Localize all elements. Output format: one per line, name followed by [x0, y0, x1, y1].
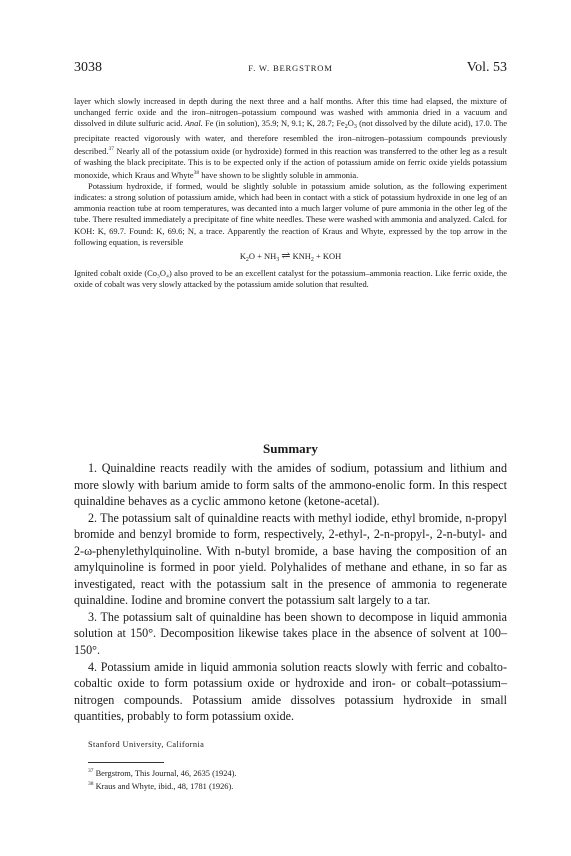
paragraph-2: Potassium hydroxide, if formed, would be slightly soluble in potassium amide solution, as the following experiment indicates: a strong solution of potassium amide, which had been in contact with a stick of potassium hydroxide in one leg of an ammonia reaction tube at room temperatures, was decanted into a much larger volume of pure ammonia in the other leg of the tube. There resulted immediately a precipitate of fine white needles. These were washed with ammonia and analyzed. Calcd. for KOH: K, 69.7. Found: K, 69.6; N, a trace. Apparently the reaction of Kraus and Whyte, expressed by the top arrow in the following equation, is reversible	[74, 181, 507, 247]
footnote-text: Kraus and Whyte, ibid., 48, 1781 (1926).	[93, 782, 234, 791]
footnote-37	[88, 766, 468, 779]
paragraph-1	[74, 96, 507, 181]
summary-item: 2. The potassium salt of quinaldine reacts with methyl iodide, ethyl bromide, n-propyl bromide and benzyl bromide to form, respectively, 2-ethyl-, 2-n-propyl-, 2-n-butyl- and 2-ω-phenylethylquinoline. With n-butyl bromide, a base having the composition of an amylquinoline is formed in poor yield. Polyhalides of methane and ethane, in so far as investigated, react with the potassium salt in the presence of ammonia to regenerate quinaldine. Iodine and bromine convert the potassium salt largely to a tar.	[74, 510, 507, 608]
footnote-ref: 37	[108, 146, 114, 153]
footnote-number: 37	[88, 768, 94, 774]
equilibrium-arrow-icon: ⇌	[281, 249, 291, 262]
eq-part: KNH	[290, 250, 311, 261]
summary-list	[74, 460, 507, 725]
footnote-ref: 38	[193, 170, 200, 177]
p1-text-d: Nearly all of the potassium oxide (or hydroxide) formed in this reaction was transferred to the other leg as a result of washing the black precipitate. This is to be expected only if the action of potassium amide on ferric oxide yields potassium monoxide, which Kraus and Whyte	[74, 146, 507, 181]
subscript: 3	[353, 124, 357, 131]
eq-part: + KOH	[313, 250, 342, 261]
subscript: 2	[245, 256, 249, 263]
p1-text-c: (not dissolved by the dilute acid), 17.0. The precipitate reacted vigorously with water, and therefore resembled the iron–nitrogen–potassium compounds previously described.	[74, 118, 507, 157]
subscript: 2	[310, 256, 314, 263]
summary-item: 1. Quinaldine reacts readily with the amides of sodium, potassium and lithium and more slowly with barium amide to form salts of the ammono-enolic form. In this respect quinaldine behaves as a cyclic ammono ketone (ketone-acetal).	[74, 461, 507, 509]
footnote-text: Bergstrom, This Journal, 46, 2635 (1924).	[93, 769, 237, 778]
page-header	[74, 60, 507, 78]
paragraph-3: Ignited cobalt oxide (Co₃O₄) also proved to be an excellent catalyst for the potassium–ammonia reaction. Like ferric oxide, the oxide of cobalt was very slowly attacked by the potassium amide solution that resulted.	[74, 267, 507, 289]
page-number: 3038	[74, 60, 102, 75]
p1-text-o: O	[347, 118, 354, 129]
body-text	[74, 96, 507, 290]
eq-part: K	[239, 250, 246, 261]
volume-label: Vol. 53	[466, 60, 507, 75]
subscript: 3	[276, 256, 280, 263]
footnotes	[88, 766, 468, 792]
eq-part: O + NH	[248, 250, 277, 261]
p1-text-b: Fe (in solution), 35.9; N, 9.1; K, 28.7; Fe	[202, 118, 345, 129]
footnote-rule	[88, 762, 164, 763]
summary-heading: Summary	[263, 441, 318, 456]
footnote-38	[88, 779, 468, 792]
running-head: F. W. BERGSTROM	[248, 63, 333, 73]
summary-item: 3. The potassium salt of quinaldine has been shown to decompose in liquid ammonia solution at 150°. Decomposition likewise takes place in the absence of solvent at 100–150°.	[74, 609, 507, 658]
subscript: 2	[344, 124, 348, 131]
reaction-equation	[74, 251, 507, 266]
footnote-number: 38	[88, 781, 94, 787]
summary-item: 4. Potassium amide in liquid ammonia solution reacts slowly with ferric and cobalto-cobaltic oxide to form potassium oxide or hydroxide and iron- or cobalt–potassium–nitrogen compounds. Potassium amide dissolves potassium hydroxide in small quantities, probably to form potassium oxide.	[74, 659, 507, 724]
affiliation: Stanford University, California	[88, 740, 205, 749]
anal-label: Anal.	[184, 118, 203, 129]
p1-text-a: layer which slowly increased in depth during the next three and a half months. After this time had elapsed, the mixture of unchanged ferric oxide and the iron–nitrogen–potassium compound was washed with ammonia dried in a vacuum and dissolved in dilute sulfuric acid.	[74, 96, 507, 129]
p1-text-e: have shown to be slightly soluble in ammonia.	[199, 170, 359, 181]
